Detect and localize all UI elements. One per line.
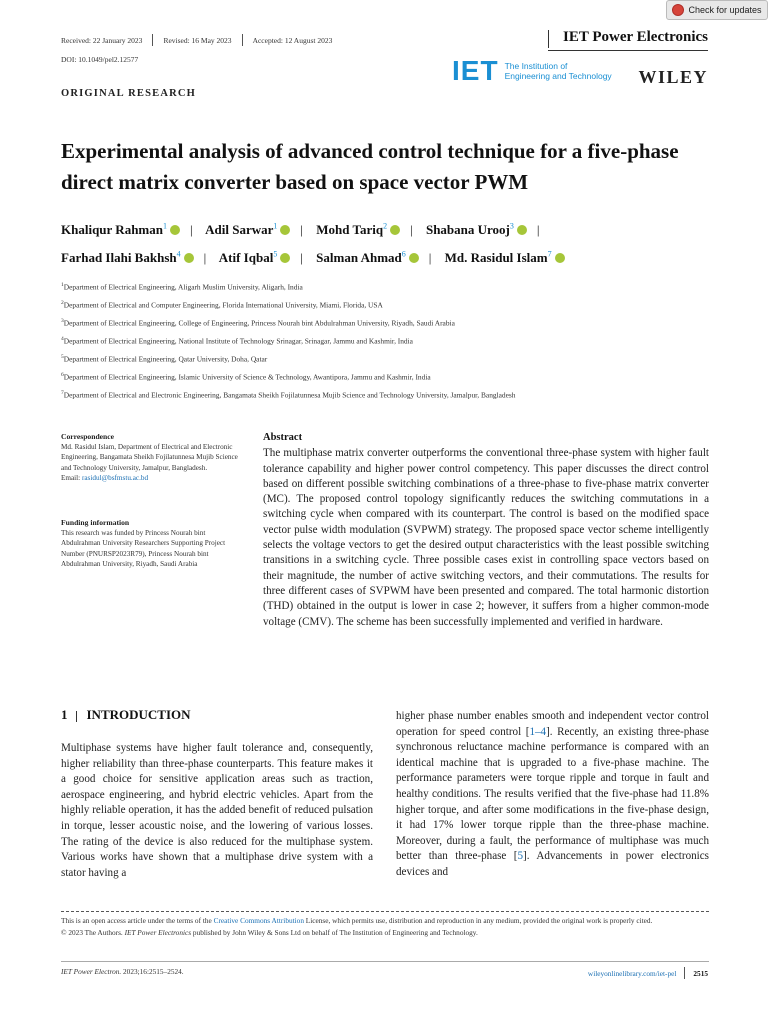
orcid-icon[interactable] xyxy=(184,253,194,263)
revised-date: Revised: 16 May 2023 xyxy=(163,35,232,45)
author[interactable]: Farhad Ilahi Bakhsh$^4$ xyxy=(61,250,194,265)
affiliation: $^5$Department of Electrical Engineering, Qatar University, Doha, Qatar xyxy=(61,354,268,364)
body-column-right xyxy=(396,709,709,881)
orcid-icon[interactable] xyxy=(170,225,180,235)
accepted-date: Accepted: 12 August 2023 xyxy=(252,35,333,45)
author[interactable]: Md. Rasidul Islam$^7$ xyxy=(445,250,565,265)
doi: DOI: 10.1049/pel2.12577 xyxy=(61,55,139,64)
abstract-heading: Abstract xyxy=(263,432,303,443)
iet-text-line1: The Institution of xyxy=(504,61,568,71)
author[interactable]: Mohd Tariq$^2$ xyxy=(316,222,400,237)
affiliation: $^1$Department of Electrical Engineering, Aligarh Muslim University, Aligarh, India xyxy=(61,282,303,292)
author[interactable]: Shabana Urooj$^3$ xyxy=(426,222,527,237)
license-text: This is an open access article under the terms of the Creative Commons Attribution License, which permits use, distribution and reproduction in any medium, provided the original work is properly cited. xyxy=(61,916,653,925)
section-heading xyxy=(61,707,191,723)
check-for-updates-button[interactable] xyxy=(666,0,768,20)
orcid-icon[interactable] xyxy=(390,225,400,235)
correspondence-heading: Correspondence xyxy=(61,432,115,441)
author[interactable]: Atif Iqbal$^5$ xyxy=(219,250,291,265)
affiliation: $^7$Department of Electrical and Electronic Engineering, Bangamata Sheikh Fojilatunnesa Mujib Science and Technology University, Jamalpur, Bangladesh xyxy=(61,390,516,400)
affiliation: $^4$Department of Electrical Engineering, National Institute of Technology Srinagar, Srinagar, Jammu and Kashmir, India xyxy=(61,336,413,346)
orcid-icon[interactable] xyxy=(280,253,290,263)
affiliations xyxy=(61,279,721,405)
license-notice xyxy=(61,915,709,938)
author[interactable]: Adil Sarwar$^1$ xyxy=(205,222,290,237)
journal-url-link[interactable]: wileyonlinelibrary.com/iet-pel xyxy=(587,968,677,978)
check-updates-label: Check for updates xyxy=(688,5,762,15)
cc-license-link[interactable]: Creative Commons Attribution xyxy=(213,916,304,925)
page-number: 2515 xyxy=(693,968,708,978)
author-list: Khaliqur Rahman$^1$ | Adil Sarwar$^1$ | Mohd Tariq$^2$ | Shabana Urooj$^3$ | Farhad Ilahi Bakhsh$^4$ | Atif Iqbal$^5$ | Salman Ahmad$^6$ | Md. Rasidul Islam$^7$ xyxy=(61,215,721,270)
orcid-icon[interactable] xyxy=(555,253,565,263)
divider xyxy=(684,967,685,979)
footer-divider xyxy=(61,961,709,962)
iet-logo xyxy=(452,55,635,86)
correspondence xyxy=(61,432,246,483)
journal-underline xyxy=(548,50,708,51)
author[interactable]: Salman Ahmad$^6$ xyxy=(316,250,419,265)
footnote-divider xyxy=(61,911,709,912)
orcid-icon[interactable] xyxy=(409,253,419,263)
affiliation: $^2$Department of Electrical and Computer Engineering, Florida International University, Miami, Florida, USA xyxy=(61,300,383,310)
journal-divider xyxy=(548,30,549,48)
affiliation: $^6$Department of Electrical Engineering, Islamic University of Science & Technology, Awantipora, Jammu and Kashmir, India xyxy=(61,372,431,382)
article-type: ORIGINAL RESEARCH xyxy=(61,88,197,99)
correspondence-text: Md. Rasidul Islam, Department of Electrical and Electronic Engineering, Bangamata Sheikh Fojilatunnesa Mujib Science and Technology University, Jamalpur, Bangladesh. Email: rasidul@bsfmstu.ac.bd xyxy=(61,443,238,482)
citation: IET Power Electron. 2023;16:2515–2524. xyxy=(61,967,184,976)
email-link[interactable]: rasidul@bsfmstu.ac.bd xyxy=(81,473,149,482)
body-column-left xyxy=(61,741,373,881)
copyright-text: © 2023 The Authors. IET Power Electronics published by John Wiley & Sons Ltd on behalf of The Institution of Engineering and Technology. xyxy=(61,927,478,937)
divider xyxy=(76,711,77,722)
paragraph: higher phase number enables smooth and independent vector control operation for speed control [1–4]. Recently, an existing three-phase synchronous reluctance machine performance is compared with an identical machine that is upgraded to a five-phase machine. The performance parameters were torque ripple and torque in fault and healthy conditions. The results verified that the five-phase had 11.8% higher torque, and after some modifications in the five-phase design, it had 17% lower torque ripple than the three-phase machine. Moreover, during a fault, the performance of multiphase was much better than three-phase [5]. Advancements in power electronics devices and xyxy=(396,710,709,878)
footer-right xyxy=(588,967,708,979)
journal-name: IET Power Electronics xyxy=(563,29,708,45)
funding-info xyxy=(61,518,246,569)
orcid-icon[interactable] xyxy=(280,225,290,235)
wiley-logo: WILEY xyxy=(638,67,708,87)
funding-heading: Funding information xyxy=(61,518,130,527)
received-date: Received: 22 January 2023 xyxy=(61,35,143,45)
divider xyxy=(242,34,243,46)
iet-mark: IET xyxy=(452,55,499,86)
article-dates xyxy=(61,34,332,46)
affiliation: $^3$Department of Electrical Engineering, College of Engineering, Princess Nourah bint Abdulrahman University, Riyadh, Saudi Arabia xyxy=(61,318,455,328)
section-title: INTRODUCTION xyxy=(86,707,191,722)
article-title: Experimental analysis of advanced control technique for a five-phase direct matrix converter based on space vector PWM xyxy=(61,139,679,194)
abstract xyxy=(263,430,709,630)
divider xyxy=(152,34,153,46)
orcid-icon[interactable] xyxy=(517,225,527,235)
funding-text: This research was funded by Princess Nourah bint Abdulrahman University Researchers Supporting Project Number (PNURSP2023R79), Princess Nourah bint Abdulrahman University, Riyadh, Saudi Arabia xyxy=(61,529,226,568)
paragraph: Multiphase systems have higher fault tolerance and, consequently, higher reliability than three-phase counterparts. This feature makes it a good choice for sensitive application areas such as traction, aerospace engineering, and hybrid electric vehicles. Apart from the highly reliable operation, it has the added benefit of reduced pulsation in torque, lesser acoustic noise, and the lowering of various losses. The rating of the device is also reduced for the multiphase system. Various works have shown that a multiphase drive system with a stator having a xyxy=(61,742,373,879)
citation-link[interactable]: 5 xyxy=(517,850,524,863)
abstract-text: The multiphase matrix converter outperforms the conventional three-phase system with higher fault tolerance capability and higher power control competency. This paper discusses the direct control based on different possible switching combinations of a three-phase to five-phase matrix converter (MC). The proposed control topology significantly reduces the switching commutations in a switching cycle when compared with its counterpart. The control is based on the modified space vector pulse width modulation (SVPWM) strategy. The proposed space vector scheme intelligently selects the voltage vectors to get the desired output characteristics with the least possible switching transitions in a switching cycle. Three possible cases exist in controlling space vectors based on their magnitude, the number of active switching vectors, and their commutations. The results for three different cases of SVPWM have been presented and compared. The total harmonic distortion (THD) obtained in the output is lower in case 2; however, it suffers from a higher common-mode voltage (CMV). The scheme has been successfully implemented and verified in hardware. xyxy=(263,447,709,628)
check-updates-icon xyxy=(672,4,684,16)
section-number: 1 xyxy=(61,707,68,722)
author[interactable]: Khaliqur Rahman$^1$ xyxy=(61,222,180,237)
citation-link[interactable]: 1–4 xyxy=(529,725,547,738)
iet-logo-text xyxy=(505,61,635,81)
iet-text-line2: Engineering and Technology xyxy=(504,71,612,81)
